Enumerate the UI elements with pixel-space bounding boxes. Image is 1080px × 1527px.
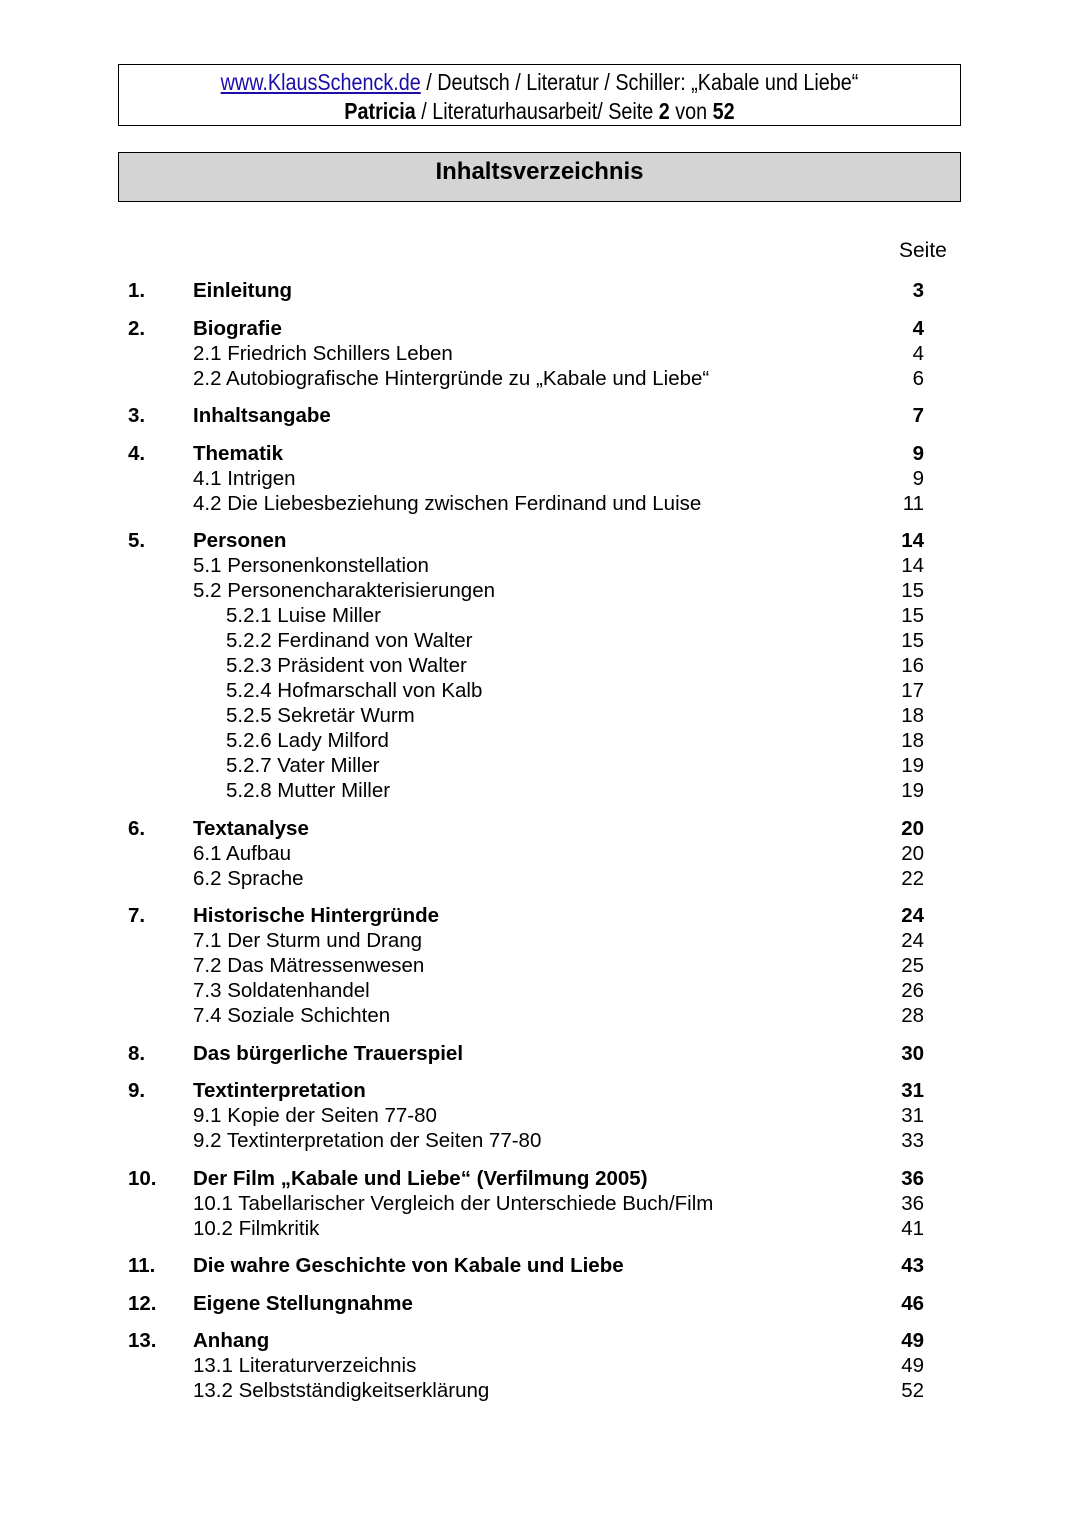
header-line-2: [178, 97, 901, 126]
toc-page-number: 24: [901, 929, 924, 952]
toc-entry-label: Einleitung: [193, 279, 293, 302]
toc-section-number: 13.: [128, 1329, 157, 1352]
toc-entry-label: 7.2 Das Mätressenwesen: [193, 954, 425, 977]
toc-entry-label: 5.1 Personenkonstellation: [193, 554, 429, 577]
toc-section-number: 6.: [128, 816, 146, 840]
toc-section-row: [0, 528, 1080, 553]
toc-page-number: 36: [901, 1191, 924, 1215]
toc-entry-label: 6.2 Sprache: [193, 866, 304, 890]
header-line-1: [178, 68, 901, 97]
toc-subsection-row: [0, 1103, 1080, 1128]
toc-subsection-row: [0, 553, 1080, 578]
toc-section-row: [0, 816, 1080, 841]
toc-page-number: 9: [912, 441, 924, 465]
toc-page-number: 30: [901, 1041, 924, 1065]
toc-page-number: 18: [901, 729, 924, 752]
toc-page-number: 14: [901, 529, 924, 552]
toc-entry-label: 7.1 Der Sturm und Drang: [193, 929, 423, 952]
toc-page-number: 15: [901, 604, 924, 627]
header-of: von: [669, 98, 713, 124]
site-link[interactable]: www.KlausSchenck.de: [220, 69, 421, 95]
toc-page-number: 6: [912, 366, 924, 390]
toc-subsection-row: [0, 653, 1080, 678]
toc-subsection-row: [0, 466, 1080, 491]
toc-page-number: 28: [901, 1004, 924, 1027]
header-page-number: 2: [658, 98, 670, 124]
toc-page-number: 14: [901, 554, 924, 577]
document-header: [118, 64, 961, 126]
toc-section-row: [0, 1291, 1080, 1316]
toc-entry-label: 5.2.1 Luise Miller: [226, 604, 381, 627]
toc-page-number: 7: [912, 404, 924, 427]
toc-entry-label: Anhang: [193, 1329, 270, 1352]
toc-page-number: 17: [901, 679, 924, 702]
toc-entry-label: 4.1 Intrigen: [193, 466, 296, 490]
toc-section-number: 9.: [128, 1079, 146, 1102]
toc-entry-label: 13.2 Selbstständigkeitserklärung: [193, 1379, 490, 1402]
toc-page-number: 36: [901, 1166, 924, 1190]
toc-subsection-row: [0, 866, 1080, 891]
toc-entry-label: 13.1 Literaturverzeichnis: [193, 1354, 417, 1377]
toc-section-row: [0, 1253, 1080, 1278]
toc-entry-label: 5.2.4 Hofmarschall von Kalb: [226, 679, 483, 702]
toc-page-number: 52: [901, 1379, 924, 1402]
toc-entry-label: 2.2 Autobiografische Hintergründe zu „Kabale und Liebe“: [193, 366, 710, 390]
toc-page-number: 19: [901, 754, 924, 777]
toc-entry-label: 5.2 Personencharakterisierungen: [193, 579, 495, 602]
toc-section-number: 10.: [128, 1166, 157, 1190]
toc-subsection-row: [0, 1378, 1080, 1403]
toc-entry-label: 2.1 Friedrich Schillers Leben: [193, 341, 453, 365]
toc-entry-label: 5.2.2 Ferdinand von Walter: [226, 629, 473, 652]
toc-entry-label: 10.2 Filmkritik: [193, 1216, 320, 1240]
toc-subsection-row: [0, 1128, 1080, 1153]
toc-subsection-row: [0, 491, 1080, 516]
toc-entry-label: Das bürgerliche Trauerspiel: [193, 1041, 464, 1065]
toc-entry-label: Textanalyse: [193, 816, 309, 840]
toc-entry-label: 10.1 Tabellarischer Vergleich der Unterschiede Buch/Film: [193, 1191, 714, 1215]
toc-page-number: 18: [901, 704, 924, 727]
toc-subsection-row: [0, 728, 1080, 753]
toc-section-number: 7.: [128, 904, 146, 927]
toc-section-number: 12.: [128, 1291, 157, 1315]
toc-entry-label: 5.2.5 Sekretär Wurm: [226, 704, 415, 727]
toc-subsection-row: [0, 978, 1080, 1003]
toc-page-number: 43: [901, 1254, 924, 1277]
toc-subsection-row: [0, 628, 1080, 653]
toc-page-number: 31: [901, 1104, 924, 1127]
toc-subsection-row: [0, 578, 1080, 603]
toc-entry-label: Eigene Stellungnahme: [193, 1291, 413, 1315]
toc-subsection-row: [0, 603, 1080, 628]
toc-page-number: 15: [901, 579, 924, 602]
toc-entry-label: 5.2.6 Lady Milford: [226, 729, 389, 752]
toc-page-number: 9: [912, 466, 924, 490]
toc-subsection-row: [0, 1191, 1080, 1216]
toc-page-number: 33: [901, 1129, 924, 1152]
toc-page-number: 19: [901, 779, 924, 802]
toc-page-number: 3: [912, 279, 924, 302]
toc-subsection-row: [0, 841, 1080, 866]
toc-section-row: [0, 1078, 1080, 1103]
toc-entry-label: 9.2 Textinterpretation der Seiten 77-80: [193, 1129, 542, 1152]
toc-page-number: 46: [901, 1291, 924, 1315]
toc-page-number: 31: [901, 1079, 924, 1102]
toc-section-row: [0, 403, 1080, 428]
toc-subsection-row: [0, 928, 1080, 953]
toc-page-number: 20: [901, 841, 924, 865]
toc-section-row: [0, 278, 1080, 303]
toc-page-number: 4: [912, 341, 924, 365]
toc-subsection-row: [0, 341, 1080, 366]
toc-section-number: 1.: [128, 279, 146, 302]
toc-section-row: [0, 441, 1080, 466]
header-path: / Deutsch / Literatur / Schiller: „Kabale und Liebe“: [420, 69, 859, 95]
toc-entry-label: 6.1 Aufbau: [193, 841, 292, 865]
toc-page-number: 26: [901, 979, 924, 1002]
toc-page-number: 16: [901, 654, 924, 677]
toc-entry-label: 5.2.7 Vater Miller: [226, 754, 380, 777]
toc-entry-label: Textinterpretation: [193, 1079, 366, 1102]
toc-subsection-row: [0, 678, 1080, 703]
toc-page-number: 25: [901, 954, 924, 977]
toc-section-number: 5.: [128, 529, 146, 552]
toc-section-number: 8.: [128, 1041, 146, 1065]
toc-page-number: 11: [902, 491, 924, 515]
toc-page-number: 49: [901, 1329, 924, 1352]
toc-page-number: 24: [901, 904, 924, 927]
toc-subsection-row: [0, 778, 1080, 803]
toc-subsection-row: [0, 703, 1080, 728]
toc-subsection-row: [0, 1353, 1080, 1378]
title-banner: [118, 152, 961, 202]
toc-page-number: 49: [901, 1354, 924, 1377]
toc-entry-label: Inhaltsangabe: [193, 404, 331, 427]
header-work: / Literaturhausarbeit/ Seite: [415, 98, 659, 124]
toc-entry-label: Der Film „Kabale und Liebe“ (Verfilmung 2005): [193, 1166, 648, 1190]
toc-subsection-row: [0, 1216, 1080, 1241]
toc-section-number: 2.: [128, 316, 146, 340]
toc-entry-label: 9.1 Kopie der Seiten 77-80: [193, 1104, 437, 1127]
toc-page-number: 22: [901, 866, 924, 890]
toc-entry-label: 5.2.8 Mutter Miller: [226, 779, 391, 802]
toc-page-number: 15: [901, 629, 924, 652]
toc-section-row: [0, 1166, 1080, 1191]
header-author: Patricia: [344, 98, 416, 124]
toc-entry-label: Biografie: [193, 316, 282, 340]
toc-section-row: [0, 1328, 1080, 1353]
toc-entry-label: Die wahre Geschichte von Kabale und Liebe: [193, 1254, 624, 1277]
toc-page-number: 20: [901, 816, 924, 840]
toc-section-number: 3.: [128, 404, 146, 427]
toc-section-row: [0, 316, 1080, 341]
toc-subsection-row: [0, 953, 1080, 978]
toc-subsection-row: [0, 1003, 1080, 1028]
toc-entry-label: 7.3 Soldatenhandel: [193, 979, 370, 1002]
toc-section-number: 11.: [128, 1254, 156, 1277]
toc-section-row: [0, 903, 1080, 928]
toc-page-number: 41: [901, 1216, 924, 1240]
page-title: Inhaltsverzeichnis: [435, 158, 644, 185]
toc-entry-label: 5.2.3 Präsident von Walter: [226, 654, 467, 677]
toc-page-number: 4: [912, 316, 924, 340]
toc-subsection-row: [0, 753, 1080, 778]
header-page-total: 52: [712, 98, 735, 124]
toc-entry-label: Historische Hintergründe: [193, 904, 440, 927]
toc-subsection-row: [0, 366, 1080, 391]
page-column-label: Seite: [899, 239, 947, 262]
toc-entry-label: Personen: [193, 529, 287, 552]
toc-section-number: 4.: [128, 441, 146, 465]
toc-entry-label: 7.4 Soziale Schichten: [193, 1004, 391, 1027]
toc-entry-label: 4.2 Die Liebesbeziehung zwischen Ferdinand und Luise: [193, 491, 702, 515]
toc-section-row: [0, 1041, 1080, 1066]
toc-entry-label: Thematik: [193, 441, 283, 465]
